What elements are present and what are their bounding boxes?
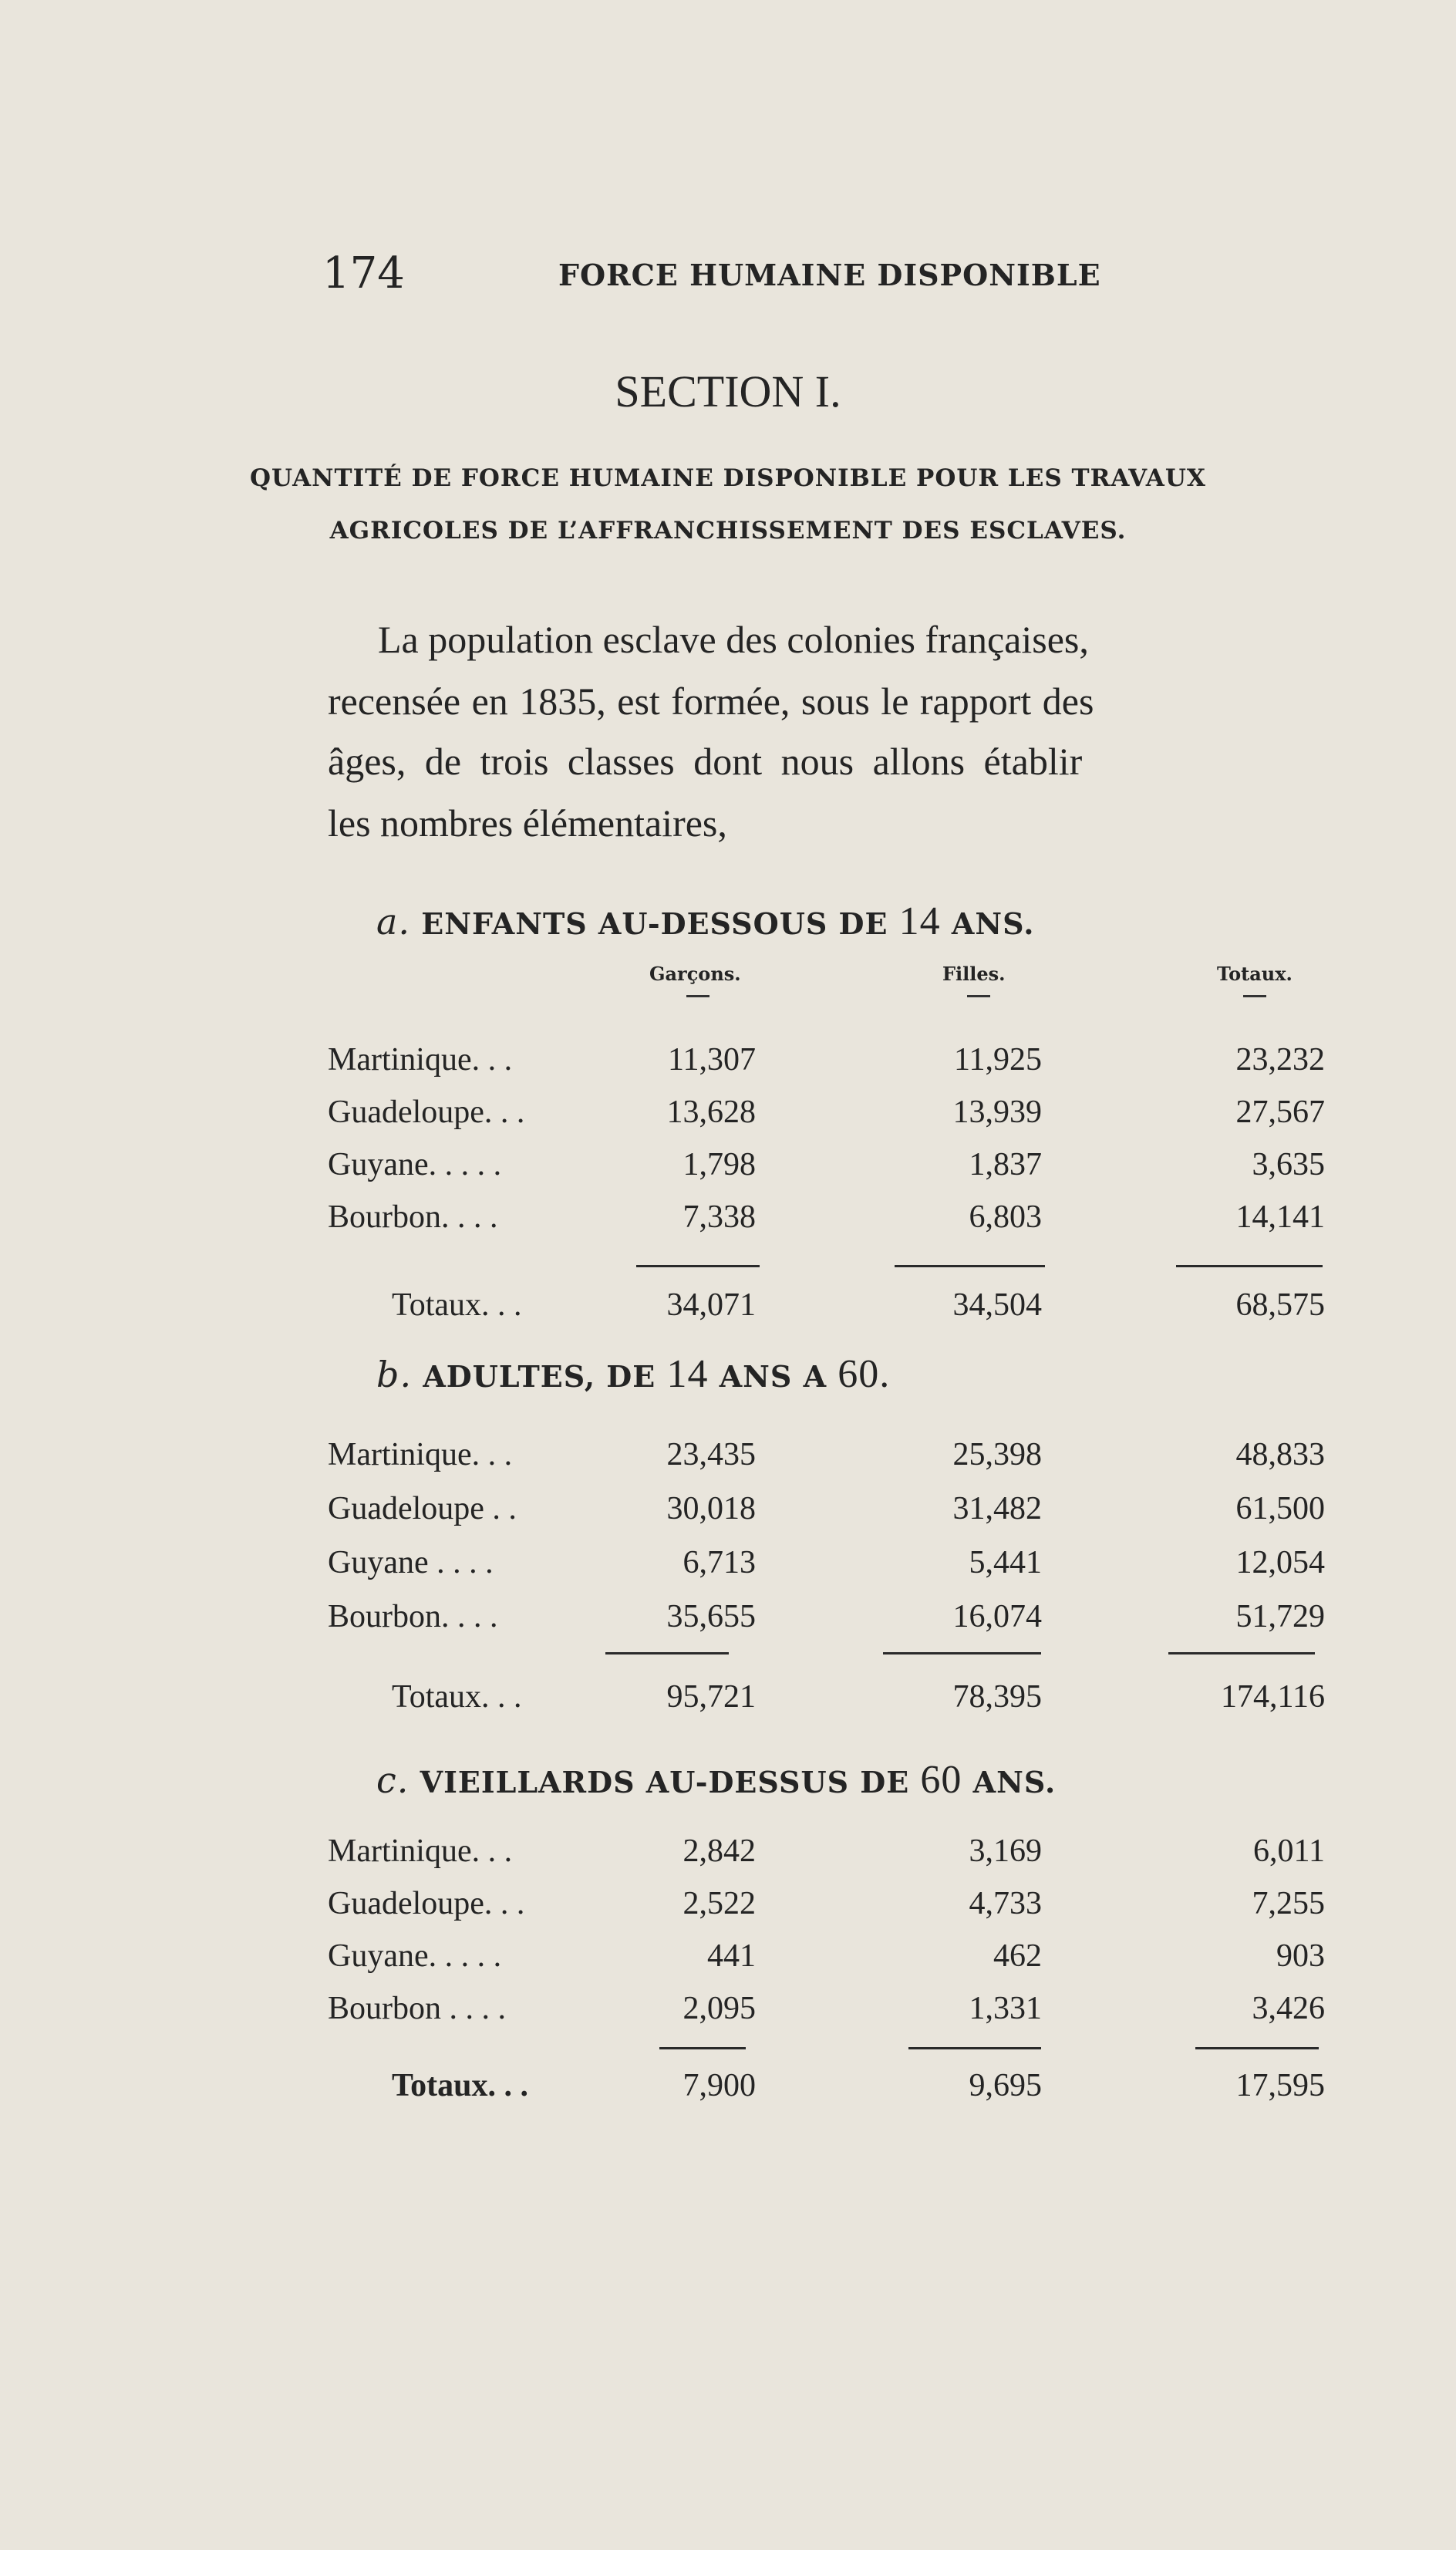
row-label-guyane: Guyane . . . . xyxy=(328,1545,494,1580)
table-cell: 16,074 xyxy=(952,1599,1042,1634)
table-cell: 23,435 xyxy=(666,1437,756,1472)
row-label-martinique: Martinique. . . xyxy=(328,1042,513,1078)
table-cell: 31,482 xyxy=(952,1491,1042,1526)
sum-rule xyxy=(895,1265,1045,1267)
row-label-bourbon: Bourbon . . . . xyxy=(328,1991,506,2026)
group-letter: a. xyxy=(376,901,411,943)
group-letter: c. xyxy=(376,1759,410,1801)
table-cell: 1,331 xyxy=(969,1991,1042,2026)
total-cell: 7,900 xyxy=(682,2068,756,2103)
table-cell: 441 xyxy=(707,1938,756,1974)
row-label-guyane: Guyane. . . . . xyxy=(328,1147,502,1182)
table-cell: 23,232 xyxy=(1235,1042,1325,1078)
group-heading-suffix: ANS. xyxy=(951,906,1035,941)
table-cell: 7,255 xyxy=(1252,1886,1325,1921)
table-cell: 3,635 xyxy=(1252,1147,1325,1182)
sum-rule xyxy=(1195,2047,1319,2049)
row-label-bourbon: Bourbon. . . . xyxy=(328,1599,498,1634)
group-letter: b. xyxy=(376,1354,413,1395)
table-cell: 11,307 xyxy=(668,1042,756,1078)
table-cell: 30,018 xyxy=(666,1491,756,1526)
table-cell: 13,628 xyxy=(666,1095,756,1130)
row-label-guadeloupe: Guadeloupe . . xyxy=(328,1491,517,1526)
sum-rule xyxy=(883,1652,1041,1654)
row-label-guyane: Guyane. . . . . xyxy=(328,1938,502,1974)
running-title: FORCE HUMAINE DISPONIBLE xyxy=(558,258,1101,292)
row-label-martinique: Martinique. . . xyxy=(328,1437,513,1472)
sum-rule xyxy=(636,1265,760,1267)
row-label-guadeloupe: Guadeloupe. . . xyxy=(328,1095,525,1130)
paragraph-line: recensée en 1835, est formée, sous le rapport des xyxy=(328,680,1094,723)
column-header-garcons: Garçons. xyxy=(649,963,741,985)
table-cell: 7,338 xyxy=(682,1199,756,1235)
sum-rule xyxy=(908,2047,1041,2049)
table-cell: 462 xyxy=(993,1938,1042,1974)
row-label-bourbon: Bourbon. . . . xyxy=(328,1199,498,1235)
total-cell: 34,504 xyxy=(952,1287,1042,1323)
total-cell: 17,595 xyxy=(1235,2068,1325,2103)
row-label-guadeloupe: Guadeloupe. . . xyxy=(328,1886,525,1921)
paragraph-line: âges, de trois classes dont nous allons établir xyxy=(328,740,1083,783)
table-cell: 61,500 xyxy=(1235,1491,1325,1526)
paragraph-line: les nombres élémentaires, xyxy=(328,801,727,845)
totals-label: Totaux. . . xyxy=(392,1287,522,1323)
group-heading-number: 60 xyxy=(920,1758,962,1802)
table-cell: 35,655 xyxy=(666,1599,756,1634)
table-cell: 27,567 xyxy=(1235,1095,1325,1130)
table-cell: 2,522 xyxy=(682,1886,756,1921)
table-cell: 3,169 xyxy=(969,1833,1042,1869)
table-cell: 51,729 xyxy=(1235,1599,1325,1634)
group-heading-prefix: ENFANTS AU-DESSOUS DE xyxy=(421,906,888,941)
group-heading-prefix: VIEILLARDS AU-DESSUS DE xyxy=(420,1765,910,1800)
sum-rule xyxy=(1168,1652,1315,1654)
total-cell: 34,071 xyxy=(666,1287,756,1323)
table-cell: 11,925 xyxy=(954,1042,1042,1078)
totals-label: Totaux. . . xyxy=(392,1679,522,1715)
sum-rule xyxy=(659,2047,746,2049)
table-cell: 48,833 xyxy=(1235,1437,1325,1472)
table-cell: 1,798 xyxy=(682,1147,756,1182)
table-cell: 5,441 xyxy=(969,1545,1042,1580)
group-heading-middle: ANS A xyxy=(719,1359,827,1394)
section-heading-line2: AGRICOLES DE L’AFFRANCHISSEMENT DES ESCLAVES. xyxy=(329,517,1127,545)
table-cell: 903 xyxy=(1276,1938,1325,1974)
column-header-totaux: Totaux. xyxy=(1217,963,1293,985)
total-cell: 78,395 xyxy=(952,1679,1042,1715)
table-cell: 25,398 xyxy=(952,1437,1042,1472)
column-dash xyxy=(1243,995,1266,997)
column-header-filles: Filles. xyxy=(942,963,1006,985)
group-a-heading xyxy=(376,899,1034,944)
group-heading-number: 14 xyxy=(898,899,941,943)
column-dash xyxy=(686,995,709,997)
group-heading-suffix: ANS. xyxy=(972,1765,1057,1800)
sum-rule xyxy=(605,1652,729,1654)
group-heading-number: 14 xyxy=(666,1352,709,1396)
table-cell: 6,713 xyxy=(682,1545,756,1580)
page-number: 174 xyxy=(322,248,405,299)
table-cell: 3,426 xyxy=(1252,1991,1325,2026)
column-dash xyxy=(967,995,990,997)
table-cell: 6,011 xyxy=(1253,1833,1325,1869)
totals-label: Totaux. . . xyxy=(392,2068,529,2103)
total-cell: 9,695 xyxy=(969,2068,1042,2103)
sum-rule xyxy=(1176,1265,1323,1267)
table-cell: 6,803 xyxy=(969,1199,1042,1235)
paragraph-line: La population esclave des colonies françaises, xyxy=(378,618,1089,661)
section-title: SECTION I. xyxy=(615,366,841,417)
total-cell: 68,575 xyxy=(1235,1287,1325,1323)
total-cell: 174,116 xyxy=(1221,1679,1325,1715)
section-heading-line1: QUANTITÉ DE FORCE HUMAINE DISPONIBLE POUR LES TRAVAUX xyxy=(250,464,1206,492)
row-label-martinique: Martinique. . . xyxy=(328,1833,513,1869)
total-cell: 95,721 xyxy=(666,1679,756,1715)
group-c-heading xyxy=(376,1757,1056,1803)
table-cell: 1,837 xyxy=(969,1147,1042,1182)
table-cell: 4,733 xyxy=(969,1886,1042,1921)
table-cell: 14,141 xyxy=(1235,1199,1325,1235)
table-cell: 2,095 xyxy=(682,1991,756,2026)
group-heading-prefix: ADULTES, DE xyxy=(423,1359,656,1394)
group-heading-number: 60. xyxy=(838,1352,891,1396)
table-cell: 2,842 xyxy=(682,1833,756,1869)
table-cell: 13,939 xyxy=(952,1095,1042,1130)
table-cell: 12,054 xyxy=(1235,1545,1325,1580)
group-b-heading xyxy=(376,1351,890,1397)
